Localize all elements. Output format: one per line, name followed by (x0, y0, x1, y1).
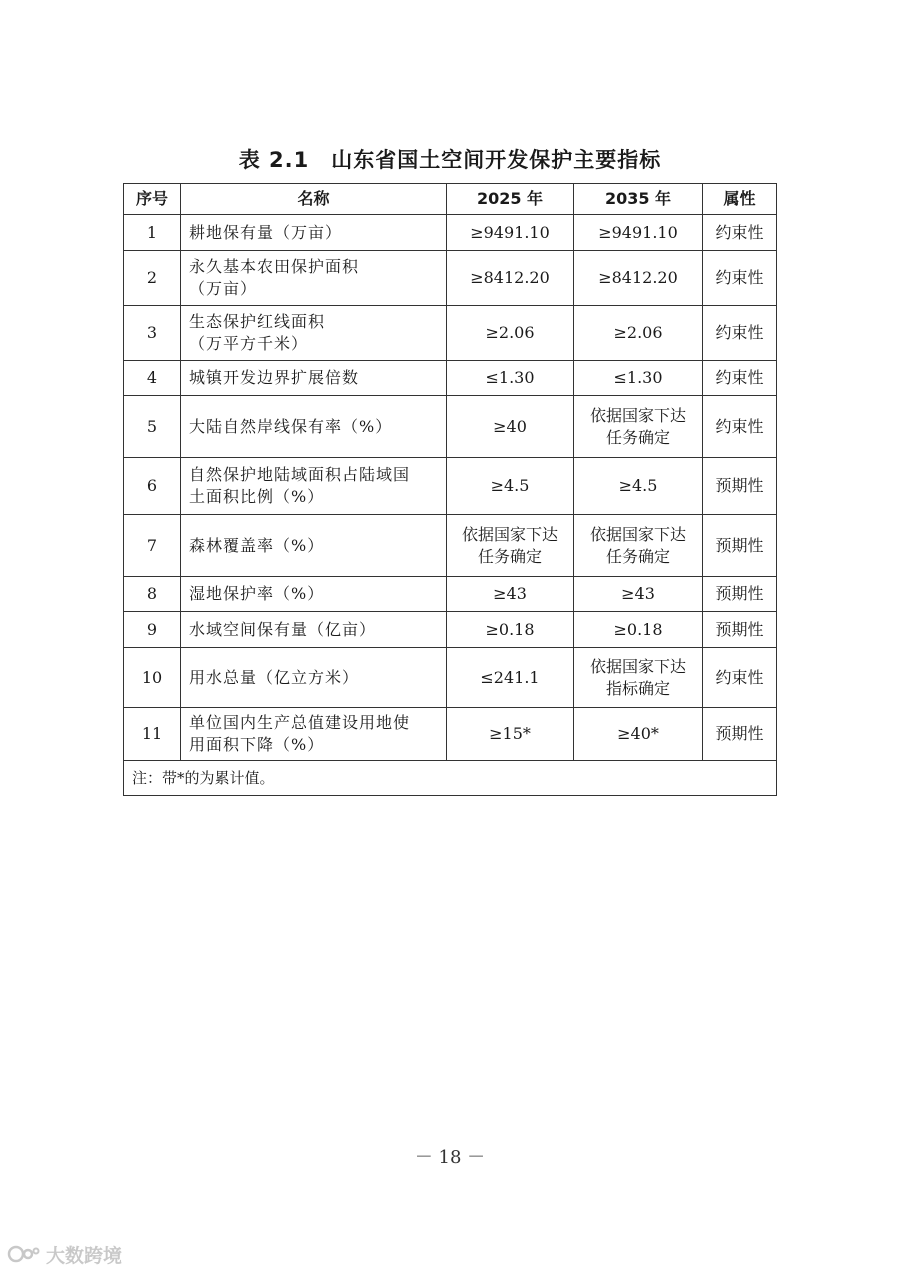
table-row (124, 361, 777, 396)
value-2025: ≥2.06 (447, 306, 574, 361)
value-2025: 依据国家下达 任务确定 (447, 515, 574, 577)
indicator-attribute: 约束性 (703, 306, 777, 361)
indicator-name: 耕地保有量（万亩） (181, 215, 447, 251)
value-2025: ≤241.1 (447, 648, 574, 708)
table-row (124, 612, 777, 648)
header-2025: 2025 年 (447, 184, 574, 215)
value-2035: ≥40* (574, 708, 703, 761)
value-2025: ≥8412.20 (447, 251, 574, 306)
table-row (124, 458, 777, 515)
header-2035: 2035 年 (574, 184, 703, 215)
watermark-logo-icon (6, 1244, 40, 1264)
indicator-name: 森林覆盖率（%） (181, 515, 447, 577)
indicator-name: 用水总量（亿立方米） (181, 648, 447, 708)
value-2025: ≥9491.10 (447, 215, 574, 251)
watermark (6, 1240, 122, 1268)
value-2035: ≤1.30 (574, 361, 703, 396)
indicator-name: 单位国内生产总值建设用地使 用面积下降（%） (181, 708, 447, 761)
table-row (124, 251, 777, 306)
indicator-name: 生态保护红线面积 （万平方千米） (181, 306, 447, 361)
row-number: 3 (124, 306, 181, 361)
row-number: 8 (124, 577, 181, 612)
indicator-attribute: 预期性 (703, 612, 777, 648)
value-2035: ≥43 (574, 577, 703, 612)
indicator-attribute: 预期性 (703, 515, 777, 577)
watermark-text: 大数跨境 (46, 1244, 123, 1267)
indicators-table (123, 183, 777, 796)
table-row (124, 396, 777, 458)
row-number: 6 (124, 458, 181, 515)
value-2035: ≥9491.10 (574, 215, 703, 251)
indicator-attribute: 约束性 (703, 648, 777, 708)
value-2035: 依据国家下达 任务确定 (574, 396, 703, 458)
value-2025: ≤1.30 (447, 361, 574, 396)
table-row (124, 306, 777, 361)
note-row (124, 761, 777, 796)
header-name: 名称 (181, 184, 447, 215)
table-row (124, 577, 777, 612)
page-number: － 18 － (414, 1147, 486, 1168)
indicator-attribute: 约束性 (703, 215, 777, 251)
table-note: 注：带*的为累计值。 (124, 761, 777, 796)
indicator-name: 城镇开发边界扩展倍数 (181, 361, 447, 396)
indicator-name: 永久基本农田保护面积 （万亩） (181, 251, 447, 306)
row-number: 10 (124, 648, 181, 708)
indicator-name: 大陆自然岸线保有率（%） (181, 396, 447, 458)
value-2035: ≥0.18 (574, 612, 703, 648)
indicator-name: 水域空间保有量（亿亩） (181, 612, 447, 648)
row-number: 1 (124, 215, 181, 251)
value-2035: 依据国家下达 指标确定 (574, 648, 703, 708)
indicator-attribute: 约束性 (703, 251, 777, 306)
indicator-attribute: 预期性 (703, 577, 777, 612)
value-2035: 依据国家下达 任务确定 (574, 515, 703, 577)
table-title: 表 2.1 山东省国土空间开发保护主要指标 (238, 148, 662, 172)
row-number: 11 (124, 708, 181, 761)
header-num: 序号 (124, 184, 181, 215)
table-row (124, 215, 777, 251)
row-number: 5 (124, 396, 181, 458)
value-2035: ≥8412.20 (574, 251, 703, 306)
header-attr: 属性 (703, 184, 777, 215)
row-number: 7 (124, 515, 181, 577)
table-body (124, 215, 777, 761)
indicator-attribute: 约束性 (703, 361, 777, 396)
indicator-attribute: 约束性 (703, 396, 777, 458)
value-2035: ≥4.5 (574, 458, 703, 515)
indicator-name: 湿地保护率（%） (181, 577, 447, 612)
value-2035: ≥2.06 (574, 306, 703, 361)
table-row (124, 515, 777, 577)
row-number: 9 (124, 612, 181, 648)
indicator-attribute: 预期性 (703, 708, 777, 761)
row-number: 2 (124, 251, 181, 306)
table-header-row (124, 184, 777, 215)
value-2025: ≥0.18 (447, 612, 574, 648)
value-2025: ≥43 (447, 577, 574, 612)
indicator-name: 自然保护地陆域面积占陆域国 土面积比例（%） (181, 458, 447, 515)
value-2025: ≥15* (447, 708, 574, 761)
row-number: 4 (124, 361, 181, 396)
table-row (124, 708, 777, 761)
indicator-attribute: 预期性 (703, 458, 777, 515)
value-2025: ≥40 (447, 396, 574, 458)
value-2025: ≥4.5 (447, 458, 574, 515)
table-row (124, 648, 777, 708)
